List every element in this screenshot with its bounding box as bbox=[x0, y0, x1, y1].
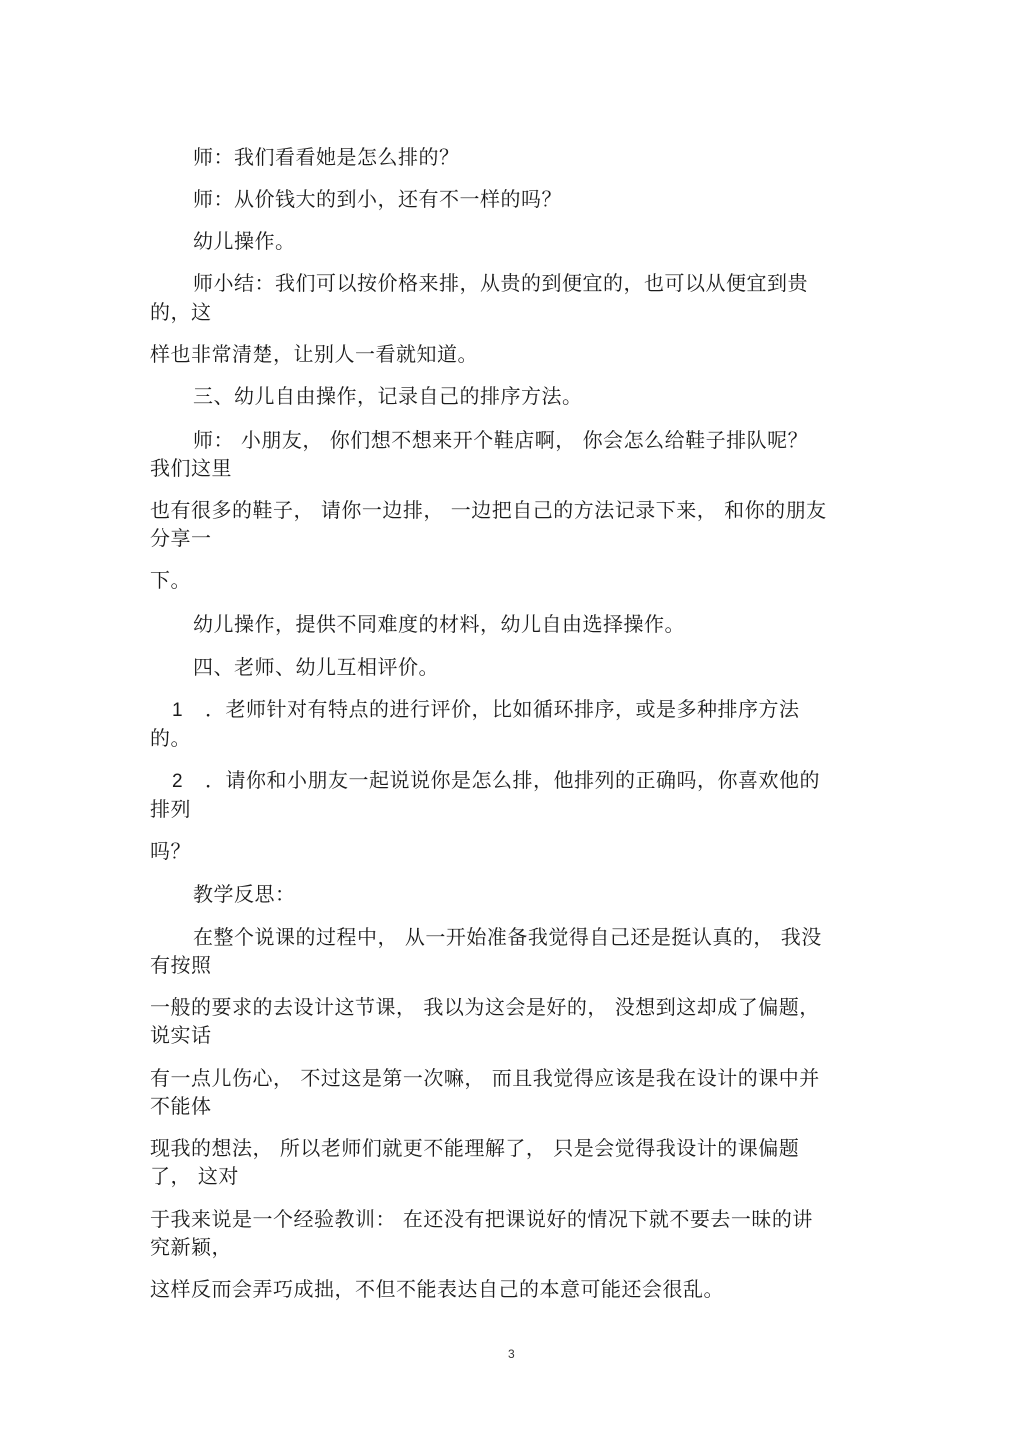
paragraph-line: 我们这里 bbox=[150, 456, 232, 480]
paragraph-line: 一般的要求的去设计这节课， 我以为这会是好的， 没想到这却成了偏题， bbox=[150, 995, 820, 1019]
list-item-number: 2 bbox=[172, 771, 184, 792]
paragraph-line: 这样反而会弄巧成拙，不但不能表达自己的本意可能还会很乱。 bbox=[150, 1277, 724, 1301]
paragraph-line: 吗？ bbox=[150, 839, 191, 863]
paragraph-line: 不能体 bbox=[150, 1094, 212, 1118]
paragraph-line: 也有很多的鞋子， 请你一边排， 一边把自己的方法记录下来， 和你的朋友 bbox=[150, 498, 827, 522]
paragraph-line: 幼儿操作，提供不同难度的材料，幼儿自由选择操作。 bbox=[193, 612, 685, 636]
list-item-text: ．老师针对有特点的进行评价，比如循环排序，或是多种排序方法 bbox=[205, 697, 800, 721]
paragraph-line: 说实话 bbox=[150, 1023, 212, 1047]
paragraph-line: 于我来说是一个经验教训： 在还没有把课说好的情况下就不要去一昧的讲 bbox=[150, 1207, 813, 1231]
paragraph-line: 幼儿操作。 bbox=[193, 229, 296, 253]
paragraph-line: 师： 小朋友， 你们想不想来开个鞋店啊， 你会怎么给鞋子排队呢？ bbox=[193, 428, 809, 452]
paragraph-line: 在整个说课的过程中， 从一开始准备我觉得自己还是挺认真的， 我没 bbox=[193, 925, 822, 949]
paragraph-line: 了， 这对 bbox=[150, 1164, 239, 1188]
section-heading: 三、幼儿自由操作，记录自己的排序方法。 bbox=[193, 384, 583, 408]
paragraph-line: 究新颖， bbox=[150, 1235, 232, 1259]
paragraph-line: 下。 bbox=[150, 568, 191, 592]
paragraph-line: 样也非常清楚，让别人一看就知道。 bbox=[150, 342, 478, 366]
paragraph-line: 现我的想法， 所以老师们就更不能理解了， 只是会觉得我设计的课偏题 bbox=[150, 1136, 800, 1160]
paragraph-line: 的。 bbox=[150, 726, 191, 750]
paragraph-line: 师：我们看看她是怎么排的？ bbox=[193, 145, 460, 169]
paragraph-line: 有按照 bbox=[150, 953, 212, 977]
section-heading: 四、老师、幼儿互相评价。 bbox=[193, 655, 439, 679]
list-item-text: ．请你和小朋友一起说说你是怎么排，他排列的正确吗，你喜欢他的 bbox=[205, 768, 820, 792]
list-item-number: 1 bbox=[172, 700, 184, 721]
section-heading: 教学反思： bbox=[193, 882, 296, 906]
paragraph-line: 有一点儿伤心， 不过这是第一次嘛， 而且我觉得应该是我在设计的课中并 bbox=[150, 1066, 820, 1090]
paragraph-line: 排列 bbox=[150, 797, 191, 821]
paragraph-line: 分享一 bbox=[150, 526, 212, 550]
page-number: 3 bbox=[508, 1347, 515, 1361]
paragraph-line: 的，这 bbox=[150, 300, 212, 324]
paragraph-line: 师小结：我们可以按价格来排，从贵的到便宜的，也可以从便宜到贵 bbox=[193, 271, 808, 295]
paragraph-line: 师：从价钱大的到小，还有不一样的吗？ bbox=[193, 187, 562, 211]
